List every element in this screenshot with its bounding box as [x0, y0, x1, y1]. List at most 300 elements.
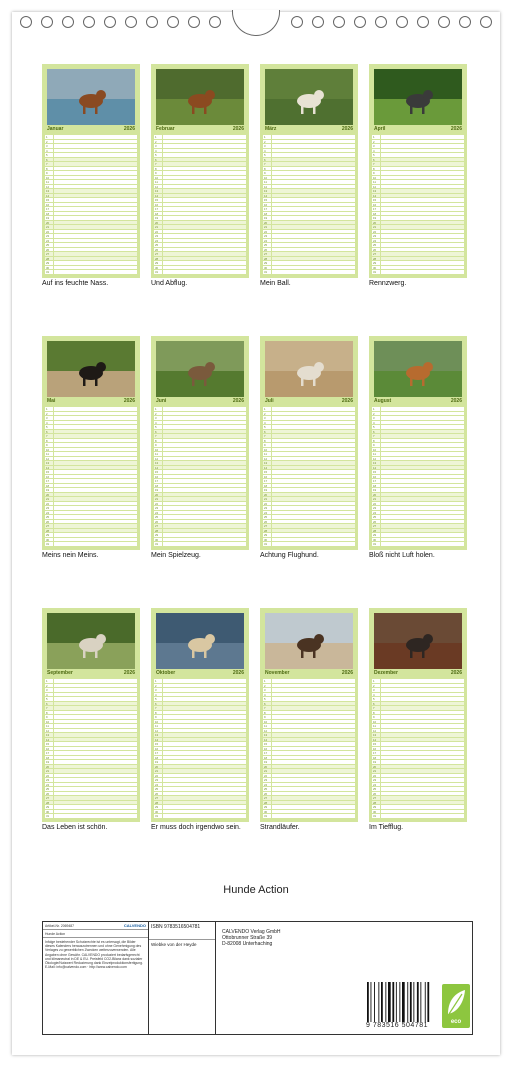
day-number: 13	[264, 733, 268, 738]
month-year: 2026	[450, 670, 462, 676]
day-number: 7	[155, 162, 157, 167]
day-number: 21	[373, 225, 377, 230]
day-row	[154, 542, 246, 547]
month-name: Oktober	[156, 670, 176, 676]
month-card-januar	[42, 64, 140, 278]
day-number: 20	[264, 492, 268, 497]
day-number: 31	[264, 814, 268, 819]
day-number: 16	[46, 746, 50, 751]
day-number: 10	[264, 447, 268, 452]
dog-carrying-toy-icon	[156, 341, 244, 397]
binding-hole	[312, 16, 324, 28]
day-number: 5	[264, 425, 266, 430]
day-number: 27	[264, 796, 268, 801]
day-number: 23	[373, 234, 377, 239]
month-header	[372, 670, 464, 678]
day-number: 1	[373, 407, 375, 411]
day-row	[372, 542, 464, 547]
day-number: 20	[373, 492, 377, 497]
day-number: 26	[264, 519, 268, 524]
dog-digging-in-water-icon	[156, 613, 244, 669]
month-caption: Bloß nicht Luft holen.	[369, 552, 435, 559]
day-number: 13	[155, 733, 159, 738]
day-number: 7	[155, 706, 157, 711]
day-number: 5	[46, 153, 48, 158]
day-number: 24	[264, 238, 268, 243]
day-number: 6	[46, 157, 48, 162]
day-number: 10	[155, 719, 159, 724]
day-number: 25	[373, 787, 377, 792]
imprint-isbn-column	[149, 922, 216, 1034]
day-number: 2	[155, 683, 157, 688]
publisher-address	[222, 929, 281, 947]
day-number: 27	[373, 524, 377, 529]
day-number: 20	[373, 220, 377, 225]
day-number: 2	[46, 139, 48, 144]
day-number: 22	[373, 501, 377, 506]
day-number: 27	[373, 252, 377, 257]
day-number: 17	[46, 751, 50, 756]
day-number: 14	[264, 737, 268, 742]
day-number: 13	[46, 733, 50, 738]
day-number: 6	[373, 701, 375, 706]
day-number: 20	[155, 764, 159, 769]
day-number: 15	[373, 198, 377, 203]
month-card-september	[42, 608, 140, 822]
day-number: 19	[46, 488, 50, 493]
day-number: 18	[264, 211, 268, 216]
day-number: 23	[155, 234, 159, 239]
day-number: 24	[46, 782, 50, 787]
day-number: 28	[46, 528, 50, 533]
day-number: 12	[264, 456, 268, 461]
day-number: 1	[373, 135, 375, 139]
day-number: 23	[46, 234, 50, 239]
day-number: 30	[373, 265, 377, 270]
month-year: 2026	[232, 398, 244, 404]
day-number: 22	[373, 229, 377, 234]
month-card-märz	[260, 64, 358, 278]
day-number: 17	[264, 751, 268, 756]
day-number: 4	[46, 148, 48, 153]
day-number: 16	[264, 474, 268, 479]
month-year: 2026	[450, 126, 462, 132]
day-number: 25	[155, 243, 159, 248]
day-number: 25	[264, 515, 268, 520]
day-grid	[154, 407, 246, 547]
day-number: 7	[46, 162, 48, 167]
fluffy-dog-running-icon	[47, 613, 135, 669]
day-number: 29	[264, 805, 268, 810]
day-number: 15	[155, 742, 159, 747]
imprint-box	[42, 921, 473, 1035]
day-number: 29	[155, 533, 159, 538]
month-year: 2026	[341, 670, 353, 676]
day-number: 26	[46, 519, 50, 524]
day-number: 13	[373, 461, 377, 466]
day-number: 3	[155, 688, 157, 693]
day-number: 26	[46, 791, 50, 796]
day-number: 30	[373, 537, 377, 542]
day-number: 19	[155, 760, 159, 765]
month-header	[45, 670, 137, 678]
day-number: 4	[373, 148, 375, 153]
day-number: 7	[264, 706, 266, 711]
day-number: 2	[373, 411, 375, 416]
day-number: 11	[373, 452, 376, 457]
month-name: Mai	[47, 398, 56, 404]
day-number: 21	[46, 769, 50, 774]
day-number: 12	[264, 728, 268, 733]
day-number: 4	[264, 420, 266, 425]
day-number: 8	[264, 438, 266, 443]
day-number: 27	[373, 796, 377, 801]
day-number: 22	[264, 229, 268, 234]
day-number: 6	[155, 701, 157, 706]
day-number: 1	[264, 135, 266, 139]
day-number: 10	[155, 447, 159, 452]
eco-label: eco	[450, 1019, 462, 1025]
day-number: 19	[373, 216, 377, 221]
month-year: 2026	[341, 126, 353, 132]
binding-hole	[188, 16, 200, 28]
day-number: 24	[373, 510, 377, 515]
day-row	[45, 270, 137, 275]
day-number: 26	[373, 791, 377, 796]
day-number: 25	[264, 243, 268, 248]
day-number: 2	[373, 139, 375, 144]
day-number: 20	[155, 492, 159, 497]
day-number: 2	[155, 411, 157, 416]
day-number: 3	[46, 416, 48, 421]
day-row	[154, 270, 246, 275]
day-number: 26	[373, 519, 377, 524]
binding-hole	[146, 16, 158, 28]
day-number: 23	[373, 778, 377, 783]
day-number: 13	[155, 189, 159, 194]
day-number: 8	[373, 166, 375, 171]
day-number: 26	[264, 791, 268, 796]
day-number: 19	[373, 488, 377, 493]
day-number: 8	[373, 438, 375, 443]
month-year: 2026	[232, 126, 244, 132]
day-row	[154, 814, 246, 819]
day-grid	[263, 407, 355, 547]
day-number: 11	[373, 724, 376, 729]
day-number: 13	[373, 733, 377, 738]
month-name: März	[265, 126, 277, 132]
month-header	[263, 398, 355, 406]
day-number: 4	[155, 148, 157, 153]
month-card-november	[260, 608, 358, 822]
day-number: 9	[264, 443, 266, 448]
day-number: 24	[373, 238, 377, 243]
day-number: 2	[264, 411, 266, 416]
day-row	[372, 814, 464, 819]
day-number: 1	[264, 679, 266, 683]
day-number: 18	[46, 755, 50, 760]
month-caption: Strandläufer.	[260, 824, 300, 831]
day-number: 11	[46, 724, 49, 729]
day-number: 4	[46, 692, 48, 697]
month-caption: Und Abflug.	[151, 280, 188, 287]
month-caption: Rennzwerg.	[369, 280, 407, 287]
dog-sprinting-field-icon	[374, 341, 462, 397]
publisher-line: Ottobrunner Straße 39	[222, 935, 273, 941]
day-number: 23	[373, 506, 377, 511]
day-number: 1	[46, 135, 48, 139]
day-number: 22	[264, 773, 268, 778]
day-number: 29	[46, 533, 50, 538]
day-number: 31	[373, 270, 377, 275]
day-number: 17	[155, 479, 159, 484]
legal-text: Infolge bestehender Schutzrechte ist es untersagt, die Bilder dieses Kalenders herauszutrennen und ohne Genehmigung des Verlages zu gewerblichen Zwecken weiterzuverwenden. Alle Angaben ohne Gewähr. CALVENDO produziert bedarfsgerecht und klimaneutral in DE & EU. Preisfeld CO2-Bilanz dank sozialer Ökologie/Nutzwert Reduzierung dank Einzelproduktionsfertigung. E-Mail: info@calvendo.com · http://www.calvendo.com	[45, 940, 144, 970]
day-number: 5	[46, 697, 48, 702]
day-number: 23	[46, 506, 50, 511]
dog-jumping-in-sand-icon	[265, 341, 353, 397]
day-number: 12	[46, 728, 50, 733]
day-number: 18	[264, 483, 268, 488]
binding-hole	[375, 16, 387, 28]
day-number: 7	[155, 434, 157, 439]
day-number: 30	[264, 809, 268, 814]
day-number: 14	[155, 737, 159, 742]
day-number: 5	[373, 425, 375, 430]
day-number: 4	[155, 692, 157, 697]
imprint-publisher-column	[216, 922, 472, 1034]
day-number: 31	[155, 814, 159, 819]
day-number: 3	[264, 416, 266, 421]
month-card-oktober	[151, 608, 249, 822]
day-number: 8	[46, 166, 48, 171]
day-number: 24	[373, 782, 377, 787]
day-number: 24	[155, 238, 159, 243]
day-number: 25	[155, 787, 159, 792]
day-number: 7	[46, 434, 48, 439]
day-number: 22	[155, 229, 159, 234]
day-number: 5	[373, 697, 375, 702]
day-number: 28	[264, 256, 268, 261]
day-number: 9	[46, 171, 48, 176]
day-number: 14	[373, 465, 377, 470]
day-number: 8	[155, 166, 157, 171]
publisher-line: CALVENDO Verlag GmbH	[222, 929, 281, 935]
day-number: 28	[264, 528, 268, 533]
day-number: 9	[46, 715, 48, 720]
day-row	[45, 814, 137, 819]
day-number: 12	[373, 728, 377, 733]
day-number: 15	[373, 470, 377, 475]
day-number: 16	[264, 746, 268, 751]
day-number: 7	[264, 434, 266, 439]
month-name: November	[265, 670, 290, 676]
day-number: 2	[46, 411, 48, 416]
day-number: 31	[264, 542, 268, 547]
day-number: 5	[155, 425, 157, 430]
day-number: 6	[264, 429, 266, 434]
month-caption: Auf ins feuchte Nass.	[42, 280, 109, 287]
article-row	[43, 922, 148, 930]
month-caption: Er muss doch irgendwo sein.	[151, 824, 241, 831]
day-number: 2	[264, 139, 266, 144]
month-header	[372, 126, 464, 134]
day-number: 13	[264, 461, 268, 466]
day-number: 5	[155, 697, 157, 702]
product-title: Hunde Action	[45, 931, 66, 936]
day-number: 17	[46, 479, 50, 484]
day-number: 3	[46, 144, 48, 149]
month-name: Dezember	[374, 670, 398, 676]
day-grid	[372, 407, 464, 547]
day-number: 27	[155, 524, 159, 529]
day-number: 26	[155, 791, 159, 796]
day-number: 1	[46, 679, 48, 683]
barcode-number: 9 783516 504781	[366, 1022, 428, 1029]
day-number: 14	[46, 737, 50, 742]
day-number: 11	[264, 724, 267, 729]
month-year: 2026	[232, 670, 244, 676]
day-row	[263, 814, 355, 819]
day-number: 11	[264, 180, 267, 185]
day-number: 24	[155, 510, 159, 515]
month-caption: Das Leben ist schön.	[42, 824, 108, 831]
day-number: 13	[264, 189, 268, 194]
day-number: 7	[264, 162, 266, 167]
day-number: 28	[373, 800, 377, 805]
day-number: 20	[46, 220, 50, 225]
day-number: 8	[155, 710, 157, 715]
day-number: 21	[264, 497, 268, 502]
day-number: 21	[373, 769, 377, 774]
day-number: 16	[155, 474, 159, 479]
day-number: 18	[46, 211, 50, 216]
day-number: 14	[46, 193, 50, 198]
day-number: 21	[46, 225, 50, 230]
day-number: 7	[373, 706, 375, 711]
day-number: 30	[46, 537, 50, 542]
day-number: 6	[46, 701, 48, 706]
small-dog-running-icon	[374, 69, 462, 125]
day-number: 12	[373, 456, 377, 461]
day-number: 9	[155, 715, 157, 720]
day-number: 11	[155, 180, 158, 185]
day-number: 1	[155, 679, 157, 683]
day-number: 24	[264, 782, 268, 787]
day-number: 22	[373, 773, 377, 778]
day-number: 19	[155, 216, 159, 221]
day-number: 6	[46, 429, 48, 434]
day-number: 30	[373, 809, 377, 814]
day-number: 15	[264, 198, 268, 203]
dog-running-in-forest-icon	[374, 613, 462, 669]
day-number: 4	[264, 148, 266, 153]
day-grid	[154, 135, 246, 275]
day-number: 15	[264, 742, 268, 747]
day-number: 29	[46, 805, 50, 810]
binding-hole	[480, 16, 492, 28]
day-number: 10	[264, 719, 268, 724]
day-number: 31	[155, 270, 159, 275]
day-number: 16	[264, 202, 268, 207]
day-number: 17	[373, 479, 377, 484]
month-card-juli	[260, 336, 358, 550]
day-number: 25	[46, 787, 50, 792]
day-number: 17	[46, 207, 50, 212]
day-number: 19	[46, 216, 50, 221]
day-number: 23	[46, 778, 50, 783]
day-number: 22	[46, 501, 50, 506]
day-number: 23	[264, 506, 268, 511]
day-number: 1	[373, 679, 375, 683]
day-number: 30	[264, 265, 268, 270]
dog-running-on-beach-icon	[265, 613, 353, 669]
day-number: 2	[46, 683, 48, 688]
day-number: 25	[155, 515, 159, 520]
day-number: 4	[155, 420, 157, 425]
day-number: 12	[46, 184, 50, 189]
day-number: 23	[264, 778, 268, 783]
day-number: 22	[46, 229, 50, 234]
day-number: 12	[155, 456, 159, 461]
binding-hole	[125, 16, 137, 28]
day-number: 30	[46, 265, 50, 270]
day-number: 11	[373, 180, 376, 185]
barcode-icon	[366, 982, 432, 1022]
month-name: September	[47, 670, 73, 676]
day-number: 24	[155, 782, 159, 787]
day-number: 20	[373, 764, 377, 769]
day-number: 5	[373, 153, 375, 158]
month-caption: Mein Spielzeug.	[151, 552, 201, 559]
month-card-april	[369, 64, 467, 278]
day-number: 9	[373, 171, 375, 176]
day-number: 25	[46, 243, 50, 248]
day-number: 7	[373, 162, 375, 167]
day-number: 29	[373, 805, 377, 810]
day-number: 6	[373, 429, 375, 434]
binding-hole	[438, 16, 450, 28]
day-number: 9	[373, 443, 375, 448]
month-caption: Mein Ball.	[260, 280, 291, 287]
binding-hole	[354, 16, 366, 28]
day-number: 7	[46, 706, 48, 711]
day-number: 15	[46, 470, 50, 475]
day-number: 7	[373, 434, 375, 439]
day-number: 31	[46, 542, 50, 547]
day-number: 27	[155, 252, 159, 257]
day-number: 5	[264, 153, 266, 158]
imprint-info-column	[43, 922, 149, 1034]
day-number: 9	[373, 715, 375, 720]
day-number: 19	[264, 216, 268, 221]
day-grid	[372, 135, 464, 275]
day-number: 27	[264, 252, 268, 257]
day-number: 3	[46, 688, 48, 693]
day-number: 5	[155, 153, 157, 158]
day-number: 14	[373, 193, 377, 198]
day-number: 25	[373, 515, 377, 520]
day-number: 16	[46, 474, 50, 479]
day-number: 19	[46, 760, 50, 765]
binding-hole	[459, 16, 471, 28]
month-header	[372, 398, 464, 406]
day-number: 23	[155, 778, 159, 783]
day-number: 19	[373, 760, 377, 765]
day-number: 30	[155, 265, 159, 270]
day-number: 11	[264, 452, 267, 457]
day-number: 12	[373, 184, 377, 189]
month-year: 2026	[123, 670, 135, 676]
